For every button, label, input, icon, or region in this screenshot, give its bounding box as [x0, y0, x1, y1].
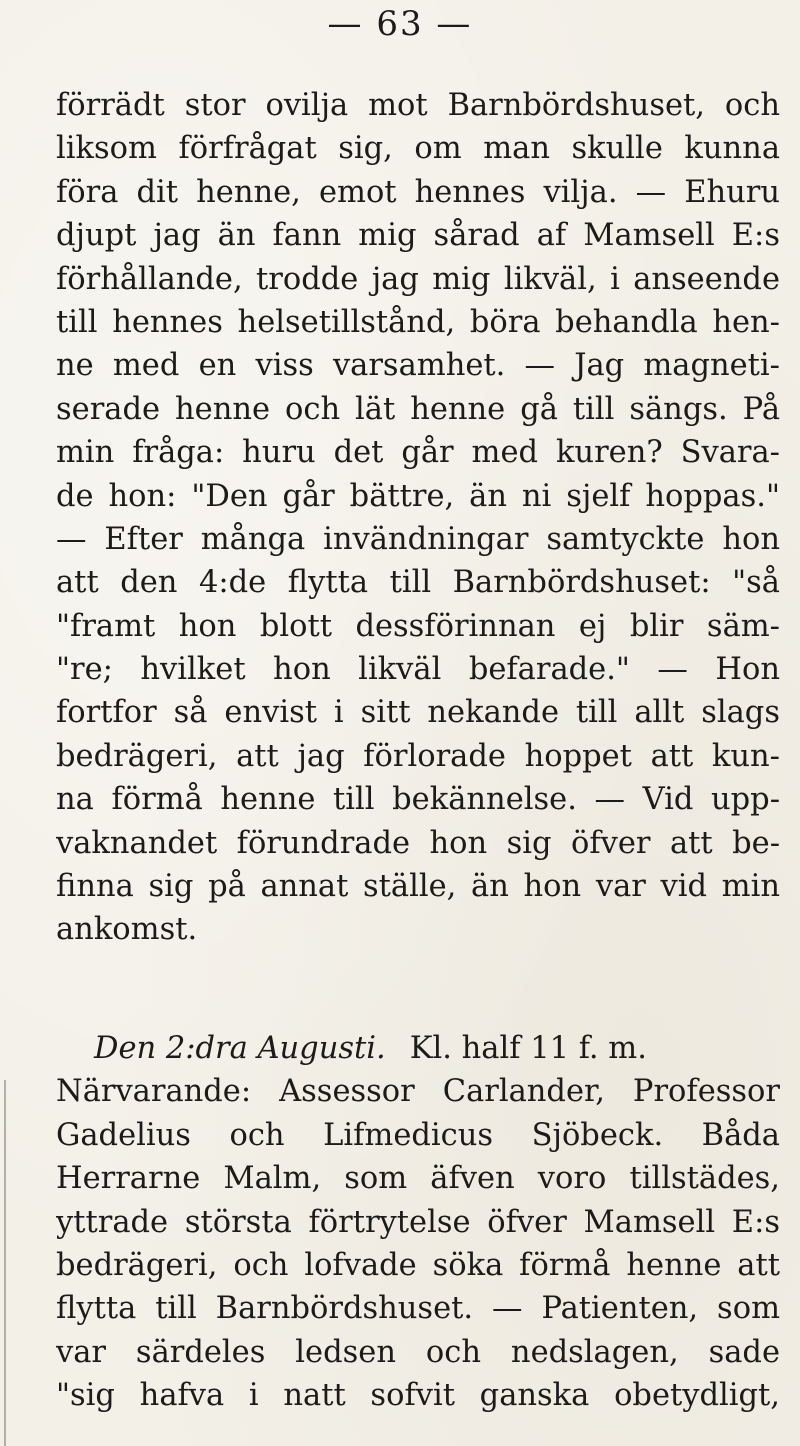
- text-line: förrädt stor ovilja mot Barnbördshuset, och: [56, 88, 780, 123]
- text-line: fortfor så envist i sitt nekande till allt slags: [56, 695, 780, 731]
- text-line: yttrade största förtrytelse öfver Mamsell E:s: [56, 1204, 780, 1240]
- text-line: bedrägeri, att jag förlorade hoppet att kun-: [56, 738, 780, 774]
- paragraph-2: [56, 1027, 780, 1418]
- text-line: vaknandet förundrade hon sig öfver att be-: [56, 825, 780, 861]
- text-line: de hon: "Den går bättre, än ni sjelf hoppas.": [56, 478, 780, 514]
- text-line: Gadelius och Lifmedicus Sjöbeck. Båda: [56, 1117, 780, 1153]
- text-line: min fråga: huru det går med kuren? Svara-: [56, 435, 780, 471]
- text-line: liksom förfrågat sig, om man skulle kunna: [56, 131, 780, 167]
- text-line: att den 4:de flytta till Barnbördshuset: "så: [56, 565, 780, 601]
- page-gutter-shadow: [4, 1080, 6, 1446]
- text-line: "sig hafva i natt sofvit ganska obetydligt,: [56, 1378, 780, 1414]
- paragraph-1: [56, 84, 780, 952]
- entry-time: Kl. half 11 f. m.: [409, 1031, 647, 1066]
- text-line: "re; hvilket hon likväl befarade." — Hon: [56, 652, 780, 688]
- text-line: "framt hon blott dessförinnan ej blir säm-: [56, 608, 780, 644]
- text-line: ne med en viss varsamhet. — Jag magneti-: [56, 348, 780, 384]
- text-line: na förmå henne till bekännelse. — Vid upp-: [56, 782, 780, 818]
- text-line: serade henne och lät henne gå till sängs. På: [56, 391, 780, 427]
- entry-date: Den 2:dra Augusti.: [94, 1031, 386, 1066]
- dated-entry-header: [56, 1027, 780, 1070]
- text-line: till hennes helsetillstånd, böra behandla hen-: [56, 304, 780, 340]
- text-line: ankomst.: [56, 912, 198, 948]
- text-line: Herrarne Malm, som äfven voro tillstädes,: [56, 1161, 780, 1197]
- text-line: föra dit henne, emot hennes vilja. — Ehuru: [56, 174, 780, 210]
- text-line: flytta till Barnbördshuset. — Patienten, som: [56, 1291, 780, 1327]
- text-line: finna sig på annat ställe, än hon var vid min: [56, 869, 780, 905]
- text-line: var särdeles ledsen och nedslagen, sade: [56, 1334, 780, 1370]
- text-line: — Efter många invändningar samtyckte hon: [56, 521, 780, 557]
- text-line: Närvarande: Assessor Carlander, Professor: [56, 1074, 780, 1110]
- text-line: bedrägeri, och lofvade söka förmå henne att: [56, 1247, 780, 1283]
- text-line: förhållande, trodde jag mig likväl, i anseende: [56, 261, 780, 297]
- page-number: — 63 —: [327, 4, 473, 44]
- text-line: djupt jag än fann mig sårad af Mamsell E:s: [56, 218, 780, 254]
